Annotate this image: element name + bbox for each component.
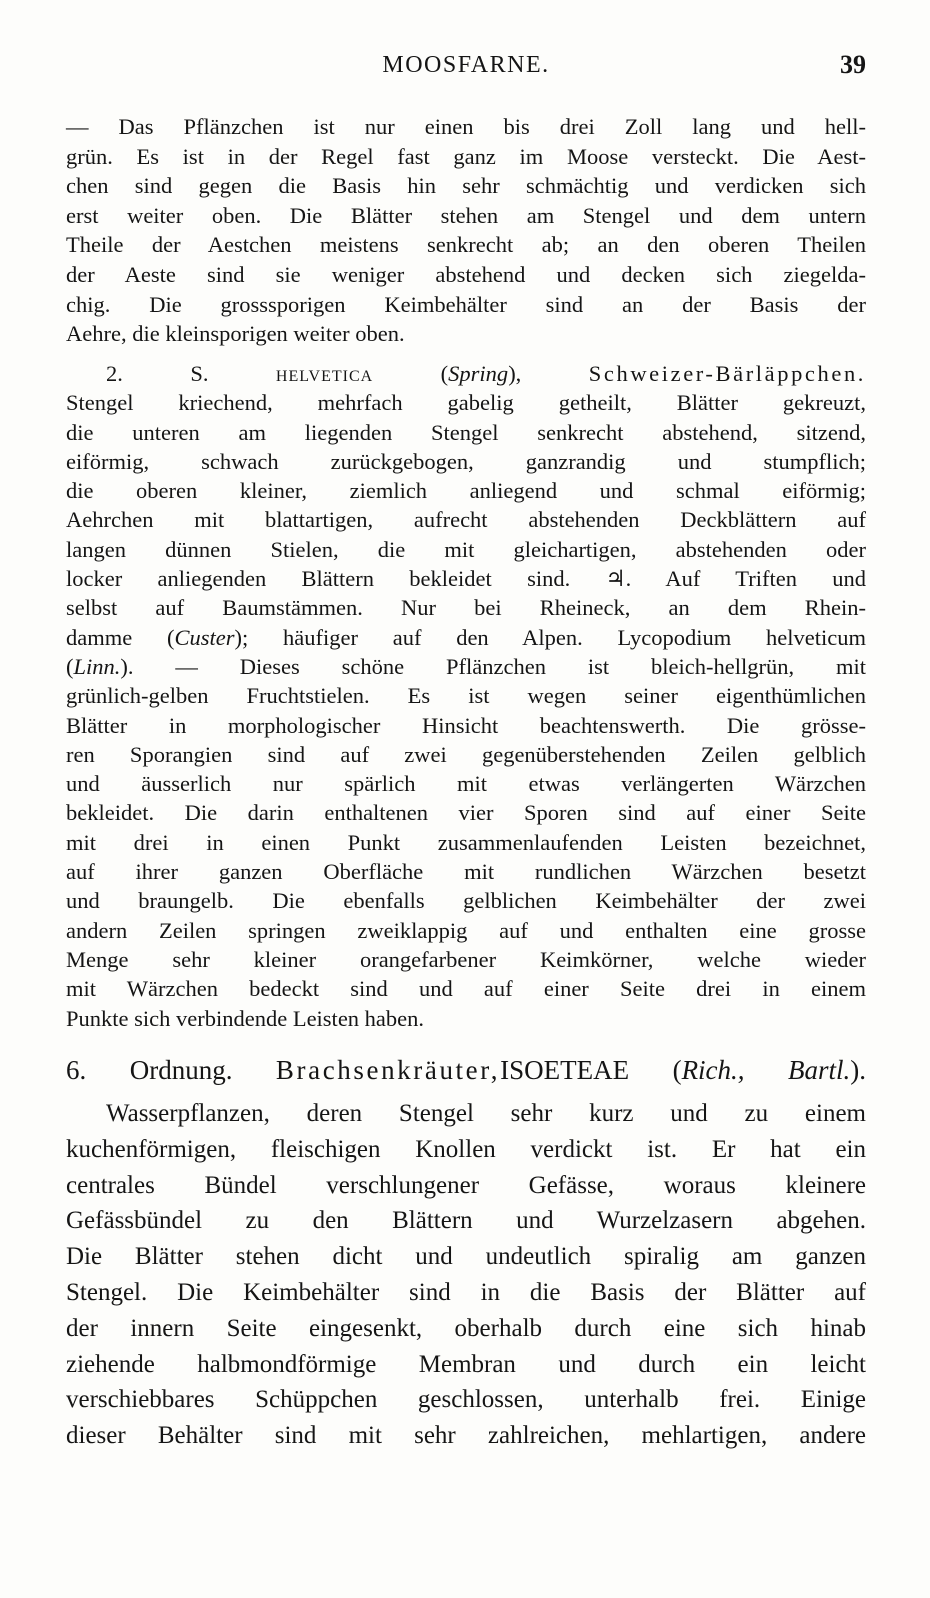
section-close-paren: ). xyxy=(850,1055,867,1085)
text-line: locker anliegenden Blättern bekleidet sind. ♃. Auf Triften und xyxy=(66,566,866,592)
text-line-linn xyxy=(66,652,866,681)
text-line: langen dünnen Stielen, die mit gleichartigen, abstehenden oder xyxy=(66,536,866,562)
text-line: Menge sehr kleiner orangefarbener Keimkörner, welche wieder xyxy=(66,946,866,972)
section-heading xyxy=(66,1052,866,1088)
text-line: Stengel. Die Keimbehälter sind in die Basis der Blätter auf xyxy=(66,1278,866,1306)
running-title: MOOSFARNE. xyxy=(382,52,550,78)
linn-pre: ( xyxy=(66,653,74,679)
text-line: Theile der Aestchen meistens senkrecht ab; an den oberen Theilen xyxy=(66,232,866,258)
text-line: Aehre, die kleinsporigen weiter oben. xyxy=(66,321,405,347)
text-line: ren Sporangien sind auf zwei gegenüberstehenden Zeilen gelblich xyxy=(66,741,866,767)
text-line: Punkte sich verbindende Leisten haben. xyxy=(66,1005,425,1031)
species-heading-line xyxy=(66,359,866,388)
text-line: verschiebbares Schüppchen geschlossen, unterhalb frei. Einige xyxy=(66,1386,866,1414)
species-author: Spring xyxy=(448,361,509,386)
text-line: grün. Es ist in der Regel fast ganz im Moose versteckt. Die Aest- xyxy=(66,143,866,169)
text-line: Gefässbündel zu den Blättern und Wurzelzasern abgehen. xyxy=(66,1207,866,1235)
text-line: Blätter in morphologischer Hinsicht beachtenswerth. Die grösse- xyxy=(66,712,866,738)
text-line: Aehrchen mit blattartigen, aufrecht abstehenden Deckblättern auf xyxy=(66,507,866,533)
section-latin-name: ISOETEAE xyxy=(500,1055,630,1085)
text-line: erst weiter oben. Die Blätter stehen am Stengel und dem untern xyxy=(66,202,866,228)
text-line: andern Zeilen springen zweiklappig auf und enthalten eine grosse xyxy=(66,917,866,943)
paragraph-order-description xyxy=(66,1096,866,1454)
text-line: grünlich-gelben Fruchtstielen. Es ist wegen seiner eigenthümlichen xyxy=(66,683,866,709)
section-order: 6. Ordnung. xyxy=(66,1055,233,1085)
text-line: und braungelb. Die ebenfalls gelblichen Keimbehälter der zwei xyxy=(66,888,866,914)
text-line: mit drei in einen Punkt zusammenlaufenden Leisten bezeichnet, xyxy=(66,829,866,855)
text-line: bekleidet. Die darin enthaltenen vier Sporen sind auf einer Seite xyxy=(66,800,866,826)
species-entry xyxy=(66,359,866,1033)
text-line: selbst auf Baumstämmen. Nur bei Rheineck, an dem Rhein- xyxy=(66,595,866,621)
custer-pre: damme ( xyxy=(66,624,175,650)
custer-author: Custer xyxy=(174,624,235,650)
page-number: 39 xyxy=(840,50,866,79)
text-line: und äusserlich nur spärlich mit etwas verlängerten Wärzchen xyxy=(66,771,866,797)
section-open-paren: ( xyxy=(672,1055,682,1085)
text-line: mit Wärzchen bedeckt sind und auf einer Seite drei in einem xyxy=(66,976,866,1002)
text-line: die unteren am liegenden Stengel senkrecht abstehend, sitzend, xyxy=(66,419,866,445)
text-line: auf ihrer ganzen Oberfläche mit rundlichen Wärzchen besetzt xyxy=(66,859,866,885)
text-line: dieser Behälter sind mit sehr zahlreichen, mehlartigen, andere xyxy=(66,1422,866,1450)
text-line: die oberen kleiner, ziemlich anliegend und schmal eiförmig; xyxy=(66,478,866,504)
text-line: eiförmig, schwach zurückgebogen, ganzrandig und stumpflich; xyxy=(66,448,866,474)
text-line: centrales Bündel verschlungener Gefässe, woraus kleinere xyxy=(66,1171,866,1199)
text-line-custer xyxy=(66,623,866,652)
species-common-name: Schweizer-Bärläppchen. xyxy=(588,361,867,386)
species-number: 2. S. xyxy=(106,361,209,386)
text-line: Stengel kriechend, mehrfach gabelig getheilt, Blätter gekreuzt, xyxy=(66,390,866,416)
text-line: der innern Seite eingesenkt, oberhalb durch eine sich hinab xyxy=(66,1314,866,1342)
species-author-open-paren: ( xyxy=(440,361,449,386)
text-line: Wasserpflanzen, deren Stengel sehr kurz und zu einem xyxy=(106,1100,866,1127)
section-german-name: Brachsenkräuter, xyxy=(275,1055,501,1085)
species-name: helvetica xyxy=(275,361,374,386)
section-authors: Rich., Bartl. xyxy=(681,1055,851,1085)
custer-post: ); häufiger auf den Alpen. Lycopodium helveticum xyxy=(234,624,867,650)
text-line: chen sind gegen die Basis hin sehr schmächtig und verdicken sich xyxy=(66,173,866,199)
text-line: ziehende halbmondförmige Membran und durch ein leicht xyxy=(66,1350,866,1378)
running-head xyxy=(66,48,866,82)
text-line: Die Blätter stehen dicht und undeutlich spiralig am ganzen xyxy=(66,1243,866,1271)
species-author-close-paren: ), xyxy=(508,361,522,386)
linn-post: ). — Dieses schöne Pflänzchen ist bleich-hellgrün, mit xyxy=(120,653,866,679)
linn-author: Linn. xyxy=(73,653,121,679)
text-line: kuchenförmigen, fleischigen Knollen verdickt ist. Er hat ein xyxy=(66,1135,866,1163)
paragraph-description xyxy=(66,112,866,349)
text-line: chig. Die grosssporigen Keimbehälter sind an der Basis der xyxy=(66,291,866,317)
text-line: der Aeste sind sie weniger abstehend und decken sich ziegelda- xyxy=(66,261,866,287)
text-line: — Das Pflänzchen ist nur einen bis drei Zoll lang und hell- xyxy=(66,114,866,139)
